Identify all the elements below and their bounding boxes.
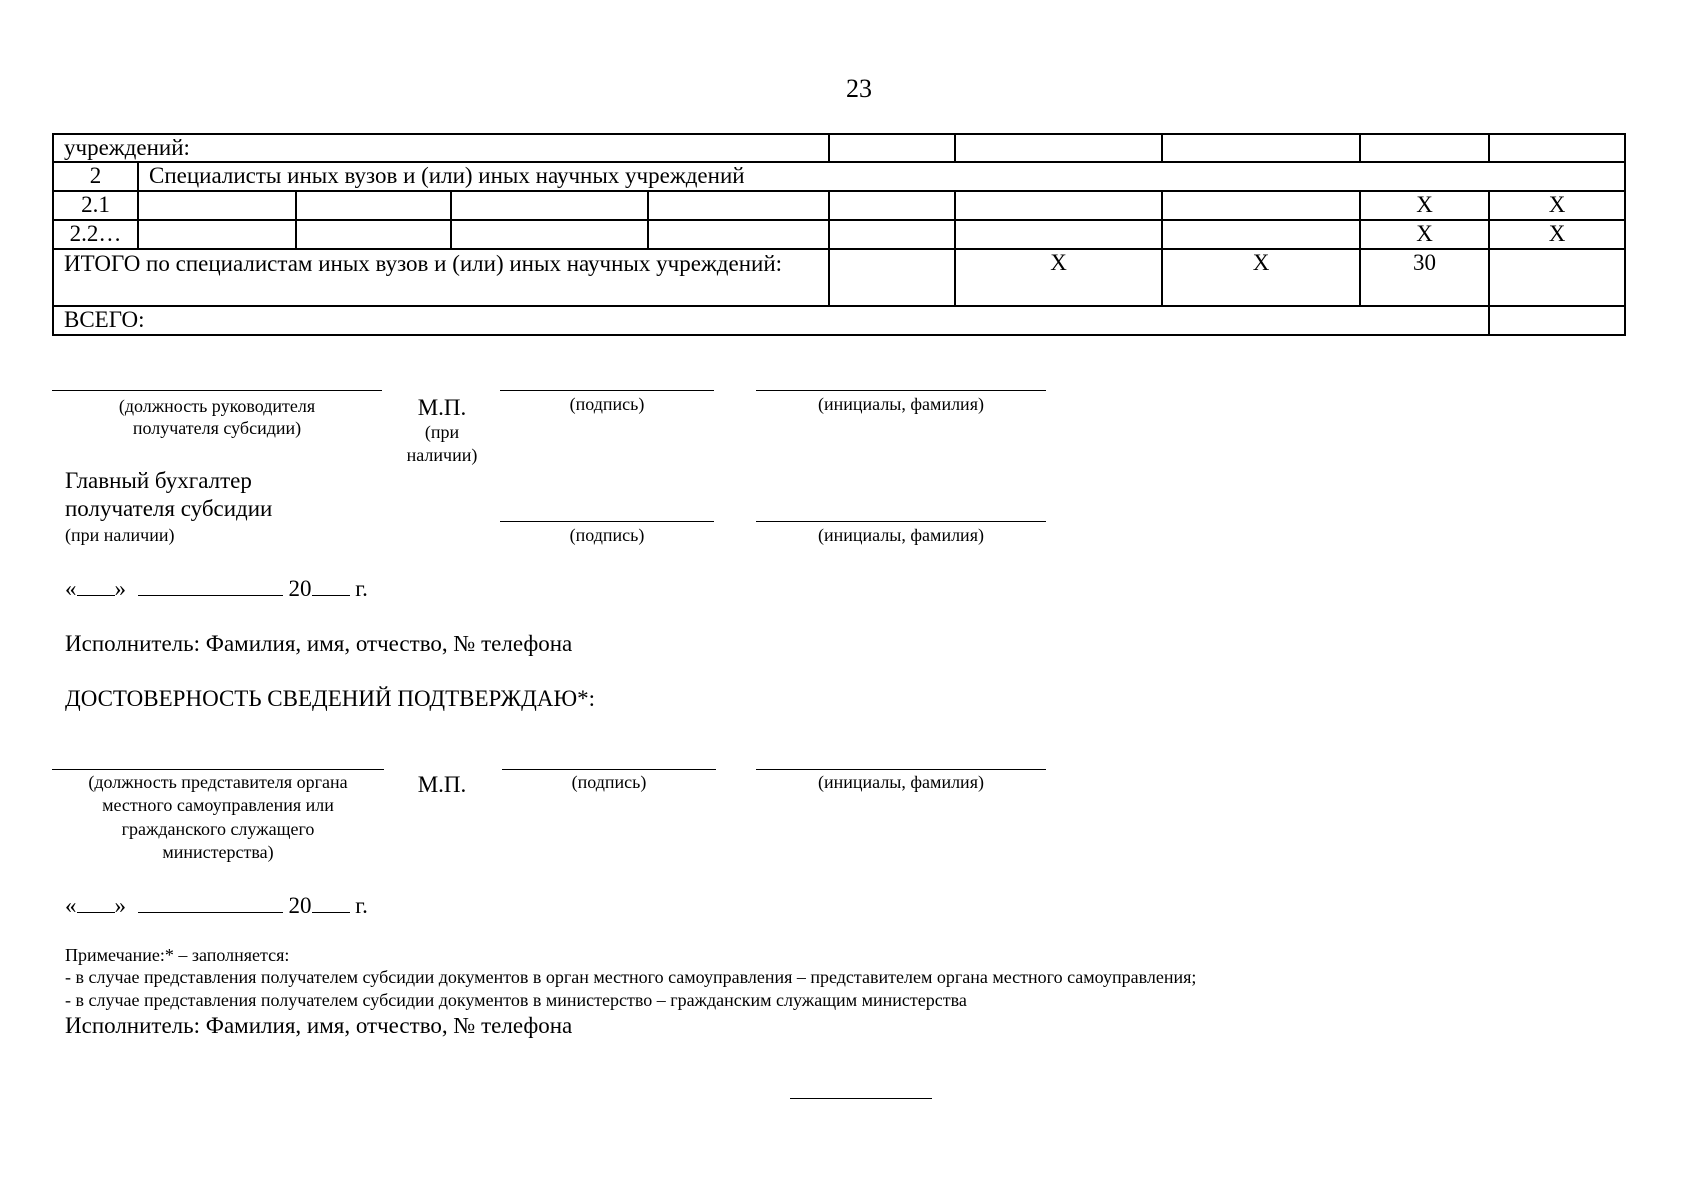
note-executor-line: Исполнитель: Фамилия, имя, отчество, № телефона — [65, 1013, 573, 1038]
date-field — [65, 575, 368, 602]
date-year-blank — [312, 892, 350, 913]
name-line — [756, 390, 1046, 391]
table-cell — [296, 220, 451, 249]
rep-position-caption-3: гражданского служащего — [121, 819, 315, 839]
rep-position-caption-1: (должность представителя органа — [88, 772, 348, 792]
stamp-note-2: наличии) — [406, 445, 478, 465]
grand-total-label: ВСЕГО: — [53, 306, 1489, 335]
signature-line — [502, 769, 716, 770]
section-title: Специалисты иных вузов и (или) иных научных учреждений — [138, 162, 1625, 191]
cell-x-mark: Х — [1489, 191, 1625, 220]
stamp-label: М.П. — [417, 395, 467, 420]
rep-position-caption-2: местного самоуправления или — [102, 795, 334, 815]
table-cell — [829, 220, 955, 249]
table-cell — [648, 220, 829, 249]
table-cell — [829, 191, 955, 220]
table-cell — [138, 220, 296, 249]
cell-x-mark: Х — [1360, 220, 1489, 249]
name-caption: (инициалы, фамилия) — [818, 394, 984, 414]
table-row-head-continuation — [53, 134, 1625, 162]
table-cell — [955, 134, 1162, 162]
note-line-2: - в случае представления получателем субсидии документов в министерство – гражданским служащим министерства — [65, 990, 967, 1010]
date-close-quote: » — [114, 893, 126, 918]
table-cell — [955, 220, 1162, 249]
date-open-quote: « — [65, 893, 77, 918]
note-heading: Примечание:* – заполняется: — [65, 945, 290, 965]
table-cell — [1489, 306, 1625, 335]
stamp-note-1: (при — [424, 422, 460, 442]
date-close-quote: » — [114, 576, 126, 601]
total-other-label: ИТОГО по специалистам иных вузов и (или) иных научных учреждений: — [53, 249, 829, 306]
confirm-heading: ДОСТОВЕРНОСТЬ СВЕДЕНИЙ ПОДТВЕРЖДАЮ*: — [65, 686, 595, 711]
head-position-caption-2: получателя субсидии) — [132, 418, 302, 438]
date-day-blank — [77, 575, 115, 596]
page-number: 23 — [846, 74, 872, 103]
table-row — [53, 191, 1625, 220]
table-row-section — [53, 162, 1625, 191]
cell-x-mark: Х — [1489, 220, 1625, 249]
row-head-continuation-label: учреждений: — [53, 134, 829, 162]
date-year-suffix: г. — [355, 893, 368, 918]
date-year-prefix: 20 — [288, 893, 312, 918]
name-caption: (инициалы, фамилия) — [818, 772, 984, 792]
note-line-1: - в случае представления получателем субсидии документов в орган местного самоуправления – представителем органа местного самоуправления; — [65, 967, 1197, 987]
signature-line — [500, 390, 714, 391]
date-year-prefix: 20 — [288, 576, 312, 601]
date-day-blank — [77, 892, 115, 913]
signature-caption: (подпись) — [571, 772, 647, 792]
table-cell — [1360, 134, 1489, 162]
table-row-grand-total — [53, 306, 1625, 335]
table-cell — [955, 191, 1162, 220]
date-year-blank — [312, 575, 350, 596]
table-cell — [829, 249, 955, 306]
name-line — [756, 521, 1046, 522]
signature-caption: (подпись) — [569, 394, 645, 414]
date-month-blank — [138, 892, 283, 913]
signature-caption: (подпись) — [569, 525, 645, 545]
cell-x-mark: Х — [955, 249, 1162, 306]
table-cell — [1162, 220, 1360, 249]
cell-x-mark: Х — [1162, 249, 1360, 306]
accountant-note: (при наличии) — [65, 525, 175, 545]
date-open-quote: « — [65, 576, 77, 601]
rep-position-line — [52, 769, 384, 770]
section-number: 2 — [53, 162, 138, 191]
signature-line — [500, 521, 714, 522]
row-number: 2.1 — [53, 191, 138, 220]
table-row-total-other — [53, 249, 1625, 306]
end-separator-line — [790, 1098, 932, 1099]
row-number: 2.2… — [53, 220, 138, 249]
accountant-title-line-1: Главный бухгалтер — [65, 468, 252, 493]
table-cell — [138, 191, 296, 220]
name-caption: (инициалы, фамилия) — [818, 525, 984, 545]
table-cell — [296, 191, 451, 220]
executor-line: Исполнитель: Фамилия, имя, отчество, № телефона — [65, 631, 573, 656]
date-year-suffix: г. — [355, 576, 368, 601]
table-cell — [1162, 191, 1360, 220]
form-table — [52, 133, 1626, 336]
table-cell — [1489, 249, 1625, 306]
name-line — [756, 769, 1046, 770]
stamp-label: М.П. — [417, 772, 467, 797]
table-cell — [451, 191, 648, 220]
cell-x-mark: Х — [1360, 191, 1489, 220]
accountant-title-line-2: получателя субсидии — [65, 496, 273, 521]
table-cell — [648, 191, 829, 220]
table-cell — [829, 134, 955, 162]
total-other-value: 30 — [1360, 249, 1489, 306]
table-cell — [1162, 134, 1360, 162]
head-position-caption-1: (должность руководителя — [118, 396, 316, 416]
table-cell — [451, 220, 648, 249]
head-position-line — [52, 390, 382, 391]
date-month-blank — [138, 575, 283, 596]
rep-position-caption-4: министерства) — [162, 842, 274, 862]
table-row — [53, 220, 1625, 249]
table-cell — [1489, 134, 1625, 162]
date-field — [65, 892, 368, 919]
